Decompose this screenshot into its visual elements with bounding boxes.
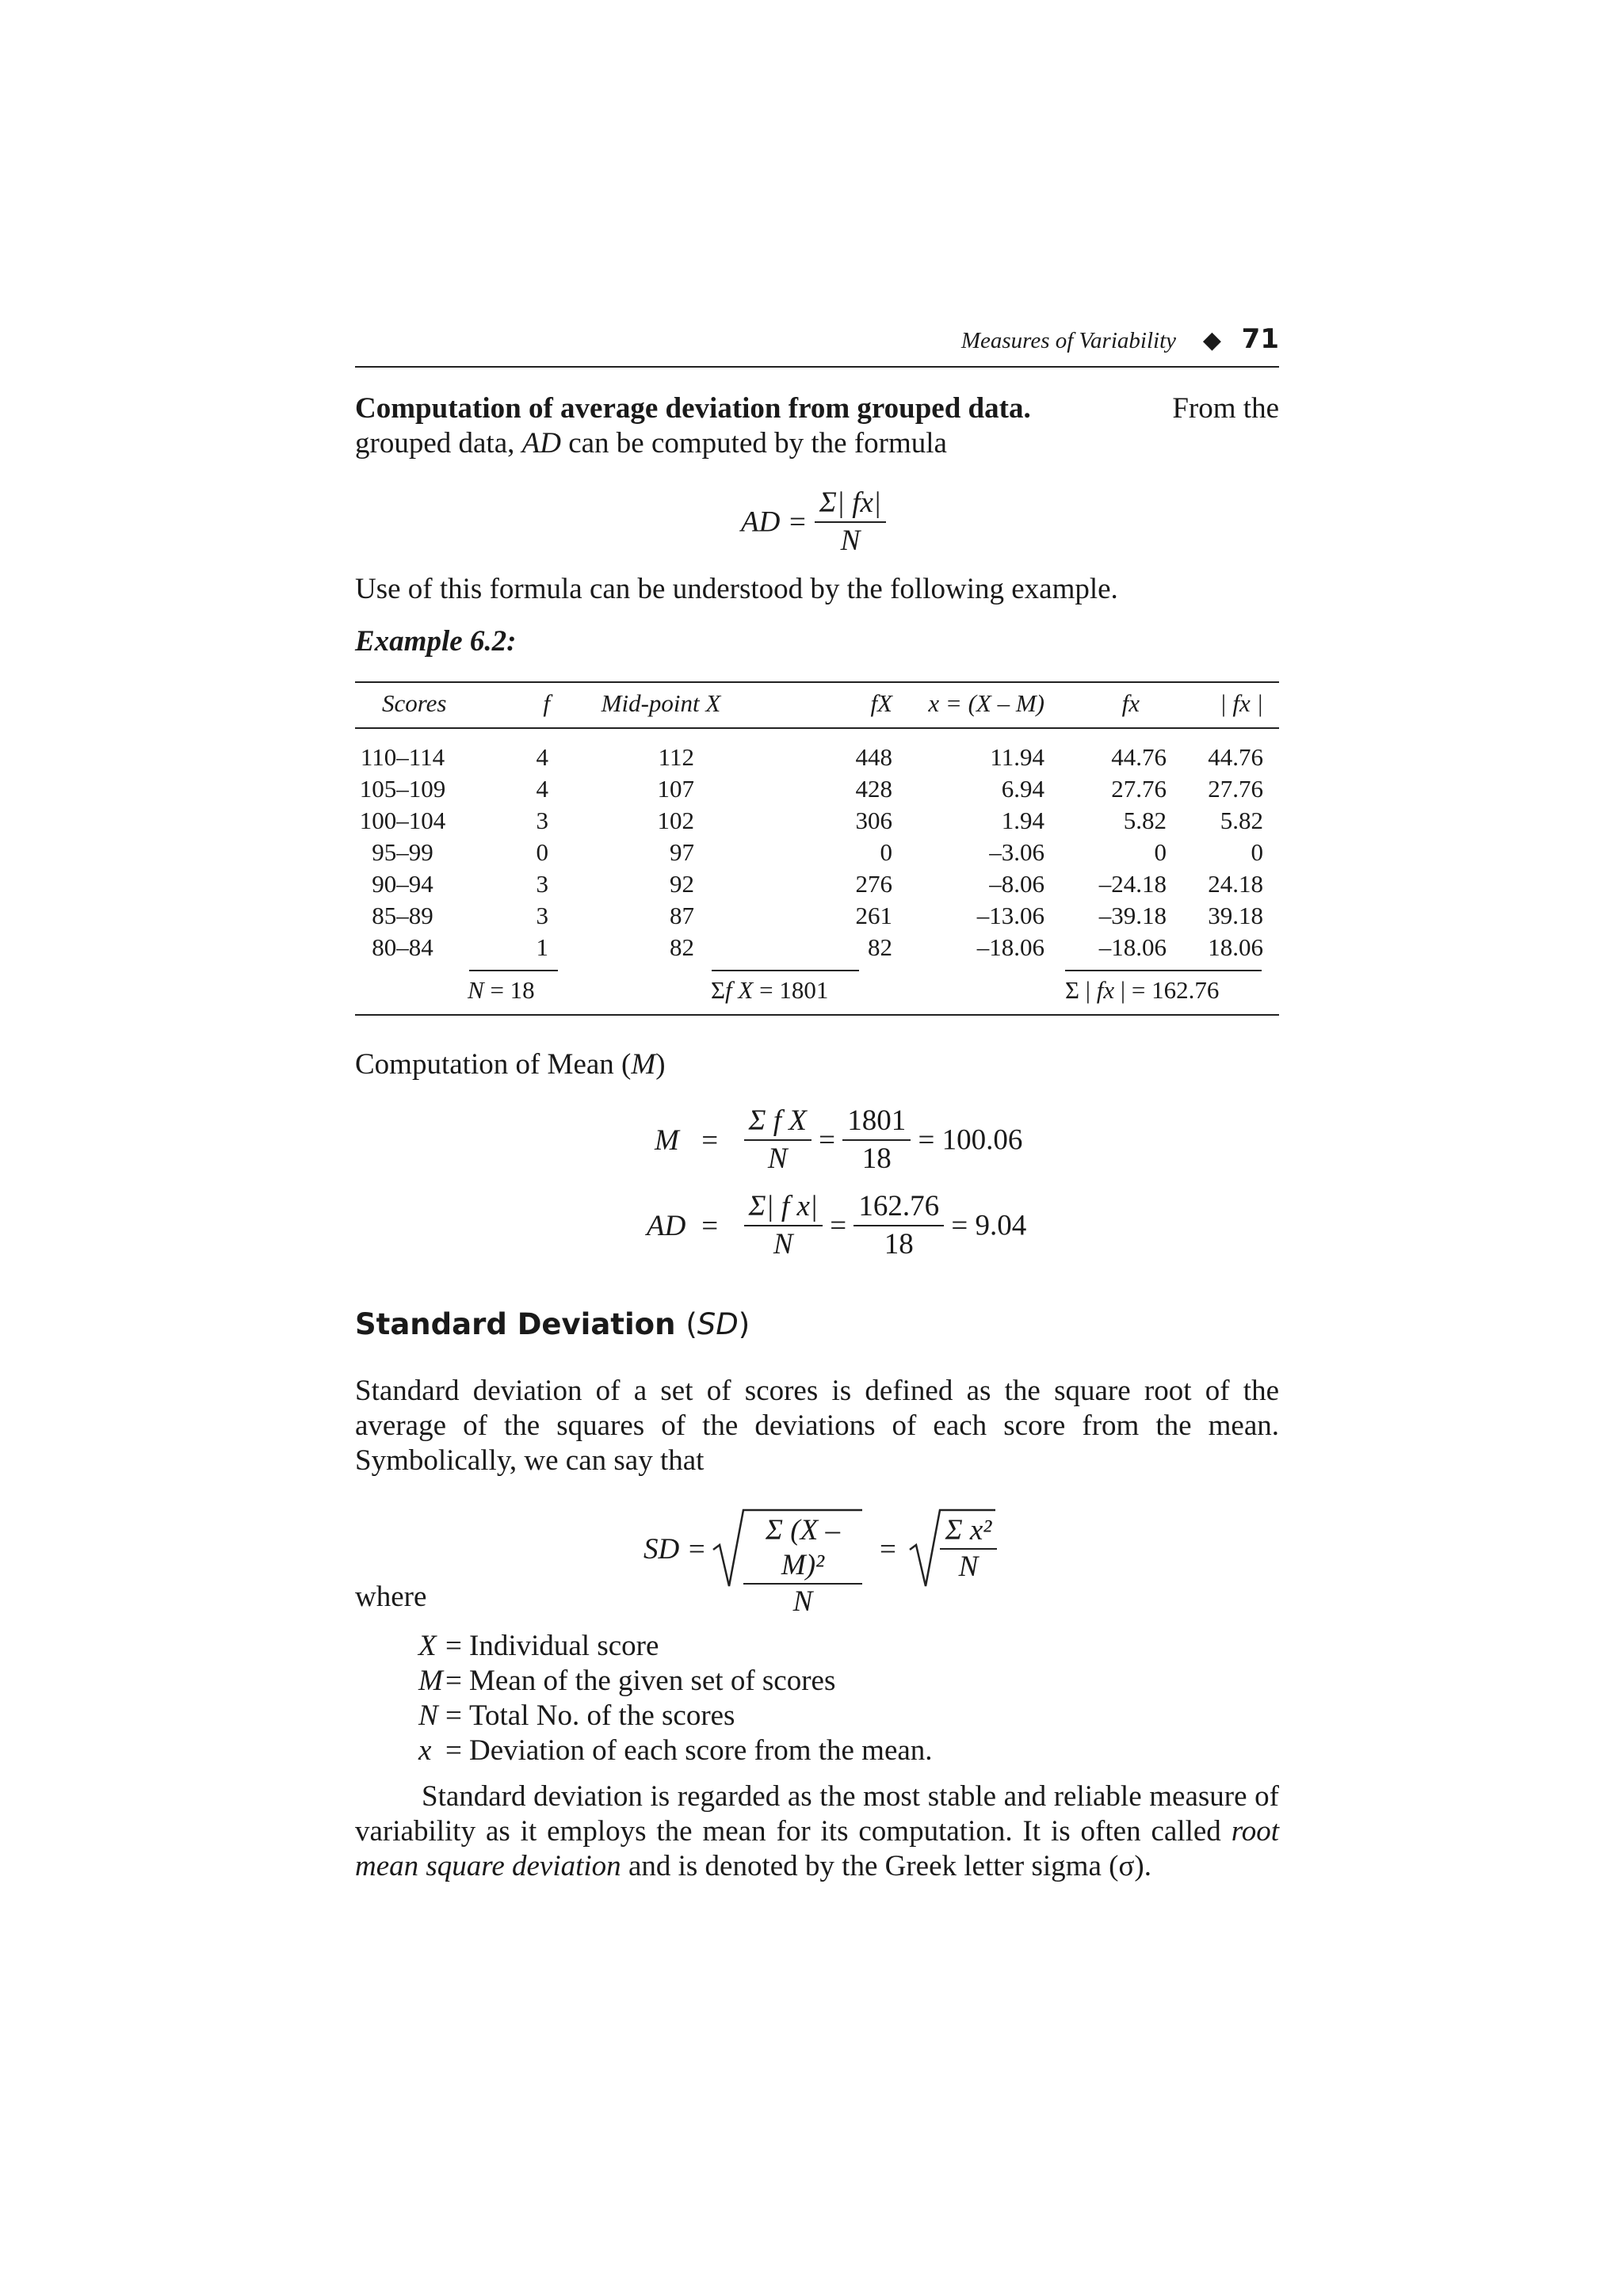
cell-scores: 105–109: [359, 775, 446, 803]
cell-abs-fx: 44.76: [1208, 743, 1263, 771]
mean-fraction-1: [744, 1103, 812, 1177]
ad-eq-lhs: AD: [647, 1209, 686, 1242]
cell-abs-fx: 18.06: [1208, 933, 1263, 961]
example-table-body: [355, 742, 1279, 963]
cell-fx: 0: [1154, 838, 1167, 866]
cell-deviation: –8.06: [989, 870, 1044, 898]
ad-lead-bold: Computation of average deviation from grouped data.: [355, 392, 1031, 425]
cell-fX: 0: [880, 838, 892, 866]
header-midpoint: Mid-point X: [601, 689, 721, 717]
ad-eq-numerator-1: Σ| f x|: [744, 1188, 823, 1226]
cell-midpoint: 87: [670, 902, 694, 929]
cell-f: 3: [536, 807, 548, 834]
cell-fX: 448: [855, 743, 892, 771]
definition-item: N = Total No. of the scores: [418, 1699, 735, 1732]
ad-eq-denominator-1: N: [773, 1228, 793, 1261]
cell-abs-fx: 27.76: [1208, 775, 1263, 803]
cell-deviation: –18.06: [976, 933, 1044, 961]
ad-eq-mid: =: [830, 1209, 847, 1242]
cell-deviation: 11.94: [990, 743, 1044, 771]
cell-fx: 44.76: [1111, 743, 1167, 771]
ad-line2-a: grouped data,: [355, 427, 515, 460]
ad-equation: [647, 1188, 1026, 1263]
cell-scores: 95–99: [372, 838, 433, 866]
ad-line2-b: can be computed by the formula: [568, 427, 947, 460]
cell-abs-fx: 5.82: [1220, 807, 1263, 834]
example-label: Example 6.2:: [355, 625, 517, 658]
definition-text: Individual score: [469, 1630, 659, 1662]
computation-intro: [355, 1047, 1279, 1082]
mean-fraction-2: [842, 1103, 911, 1177]
table-bottom-rule: [355, 1014, 1279, 1016]
computation-intro-b: ): [655, 1048, 666, 1081]
cell-deviation: –3.06: [989, 838, 1044, 866]
mean-denominator-2: 18: [861, 1142, 892, 1175]
cell-fx: –39.18: [1098, 902, 1167, 929]
cell-deviation: 6.94: [1001, 775, 1044, 803]
closing-paragraph: [355, 1779, 1279, 1884]
cell-abs-fx: 0: [1251, 838, 1263, 866]
definition-item: M= Mean of the given set of scores: [418, 1665, 836, 1697]
ad-intro-paragraph: [355, 391, 1279, 461]
total-n-rule: [469, 970, 558, 971]
cell-f: 4: [536, 743, 548, 771]
ad-eq-result: = 9.04: [951, 1209, 1027, 1242]
closing-text-a: Standard deviation is regarded as the most stable and reliable measure of variability as it employs the mean for its computation. It is often called: [355, 1780, 1279, 1848]
mean-eq: =: [701, 1123, 719, 1157]
header-deviation: x = (X – M): [928, 689, 1044, 717]
header-fX: fX: [870, 689, 892, 717]
total-abs-fx-rule: [1065, 970, 1262, 971]
table-row: [355, 805, 1279, 837]
cell-abs-fx: 24.18: [1208, 870, 1263, 898]
total-sum-abs-fx: Σ | fx | = 162.76: [1065, 976, 1220, 1004]
cell-abs-fx: 39.18: [1208, 902, 1263, 929]
sd-definition: Standard deviation of a set of scores is defined as the square root of the average of the squares of the deviations of each score from the mean. Symbolically, we can say that: [355, 1375, 1279, 1477]
total-n: N = 18: [468, 976, 535, 1004]
use-formula-text: Use of this formula can be understood by the following example.: [355, 573, 1118, 605]
header-abs-fx: | fx |: [1220, 689, 1263, 717]
cell-fx: 5.82: [1123, 807, 1167, 834]
ad-eq-numerator-2: 162.76: [854, 1188, 944, 1226]
mean-numerator-1: Σ f X: [744, 1103, 812, 1141]
sd-heading: [355, 1307, 750, 1341]
mean-equation: [655, 1103, 1022, 1177]
header-f: f: [543, 689, 550, 717]
ad-formula-numerator: Σ| fx|: [815, 485, 886, 523]
cell-f: 3: [536, 870, 548, 898]
sd-heading-paren-open: (: [685, 1307, 697, 1341]
cell-midpoint: 82: [670, 933, 694, 961]
ad-formula-lhs: AD =: [741, 505, 808, 539]
mean-numerator-2: 1801: [842, 1103, 911, 1141]
symbol-definitions: [418, 1629, 933, 1768]
cell-scores: 100–104: [359, 807, 446, 834]
table-top-rule: [355, 681, 1279, 683]
sd-fraction-2: [940, 1513, 997, 1585]
cell-f: 0: [536, 838, 548, 866]
ad-formula-fraction: [815, 485, 886, 559]
sd-formula-lhs: SD =: [643, 1533, 707, 1566]
table-row: [355, 742, 1279, 773]
cell-midpoint: 92: [670, 870, 694, 898]
running-title: Measures of Variability: [960, 328, 1176, 353]
cell-f: 4: [536, 775, 548, 803]
sd-heading-text: Standard Deviation: [355, 1307, 676, 1341]
total-sum-fX: Σf X = 1801: [711, 976, 829, 1004]
table-row: [355, 773, 1279, 805]
cell-midpoint: 112: [658, 743, 694, 771]
definition-text: Total No. of the scores: [469, 1699, 735, 1732]
mean-denominator-1: N: [767, 1142, 788, 1175]
cell-fx: 27.76: [1111, 775, 1167, 803]
cell-deviation: 1.94: [1001, 807, 1044, 834]
cell-scores: 110–114: [360, 743, 445, 771]
cell-fX: 276: [855, 870, 892, 898]
sd-denominator-2: N: [958, 1550, 979, 1583]
diamond-icon: ◆: [1202, 327, 1221, 353]
closing-italic-term: root mean square deviation: [355, 1815, 1279, 1882]
computation-intro-sym: M: [631, 1048, 656, 1081]
definition-item: x = Deviation of each score from the mean.: [418, 1734, 933, 1767]
definition-symbol: x: [418, 1734, 432, 1767]
cell-fx: –18.06: [1098, 933, 1167, 961]
table-row: [355, 868, 1279, 900]
cell-scores: 85–89: [372, 902, 433, 929]
page-number: 71: [1241, 323, 1279, 355]
cell-deviation: –13.06: [976, 902, 1044, 929]
cell-scores: 90–94: [372, 870, 433, 898]
ad-eq-fraction-2: [854, 1188, 944, 1263]
definition-text: Mean of the given set of scores: [469, 1665, 836, 1697]
mean-mid-eq: =: [819, 1123, 835, 1157]
cell-scores: 80–84: [372, 933, 433, 961]
cell-f: 1: [536, 933, 548, 961]
ad-symbol: AD: [521, 427, 561, 460]
ad-lead-rest: From the: [1172, 392, 1279, 425]
total-fX-rule: [712, 970, 859, 971]
ad-formula-denominator: N: [840, 524, 861, 557]
ad-eq-fraction-1: [744, 1188, 823, 1263]
ad-eq-denominator-2: 18: [884, 1228, 914, 1261]
mean-lhs: M: [655, 1123, 679, 1157]
computation-intro-a: Computation of Mean (: [355, 1048, 632, 1081]
definition-symbol: N: [418, 1699, 438, 1732]
cell-fX: 306: [855, 807, 892, 834]
ad-formula: [741, 485, 886, 559]
table-row: [355, 900, 1279, 932]
cell-f: 3: [536, 902, 548, 929]
header-fx: fx: [1121, 689, 1140, 717]
example-table: [355, 688, 1279, 734]
definition-text: Deviation of each score from the mean.: [469, 1734, 933, 1767]
sd-numerator-2: Σ x²: [940, 1513, 997, 1550]
table-row: [355, 932, 1279, 963]
where-label: where: [355, 1581, 427, 1613]
table-header-row: [355, 688, 1279, 719]
sd-heading-symbol: SD: [697, 1307, 739, 1341]
mean-result: = 100.06: [918, 1123, 1023, 1157]
definition-item: X = Individual score: [418, 1630, 659, 1662]
sd-numerator-1: Σ (X – M)²: [743, 1513, 862, 1585]
definition-symbol: M: [418, 1665, 443, 1697]
sd-mid-eq: =: [880, 1533, 896, 1566]
header-scores: Scores: [382, 689, 447, 717]
sd-heading-paren-close: ): [738, 1307, 750, 1341]
cell-fX: 82: [868, 933, 892, 961]
cell-midpoint: 102: [657, 807, 694, 834]
ad-eq-eq: =: [701, 1209, 719, 1242]
definition-symbol: X: [418, 1630, 437, 1662]
closing-text-b: and is denoted by the Greek letter sigma (σ).: [628, 1850, 1151, 1882]
table-row: [355, 837, 1279, 868]
cell-fX: 261: [855, 902, 892, 929]
cell-fx: –24.18: [1098, 870, 1167, 898]
sd-denominator-1: N: [792, 1585, 813, 1618]
cell-fX: 428: [855, 775, 892, 803]
cell-midpoint: 107: [657, 775, 694, 803]
running-header: [355, 323, 1279, 368]
cell-midpoint: 97: [670, 838, 694, 866]
